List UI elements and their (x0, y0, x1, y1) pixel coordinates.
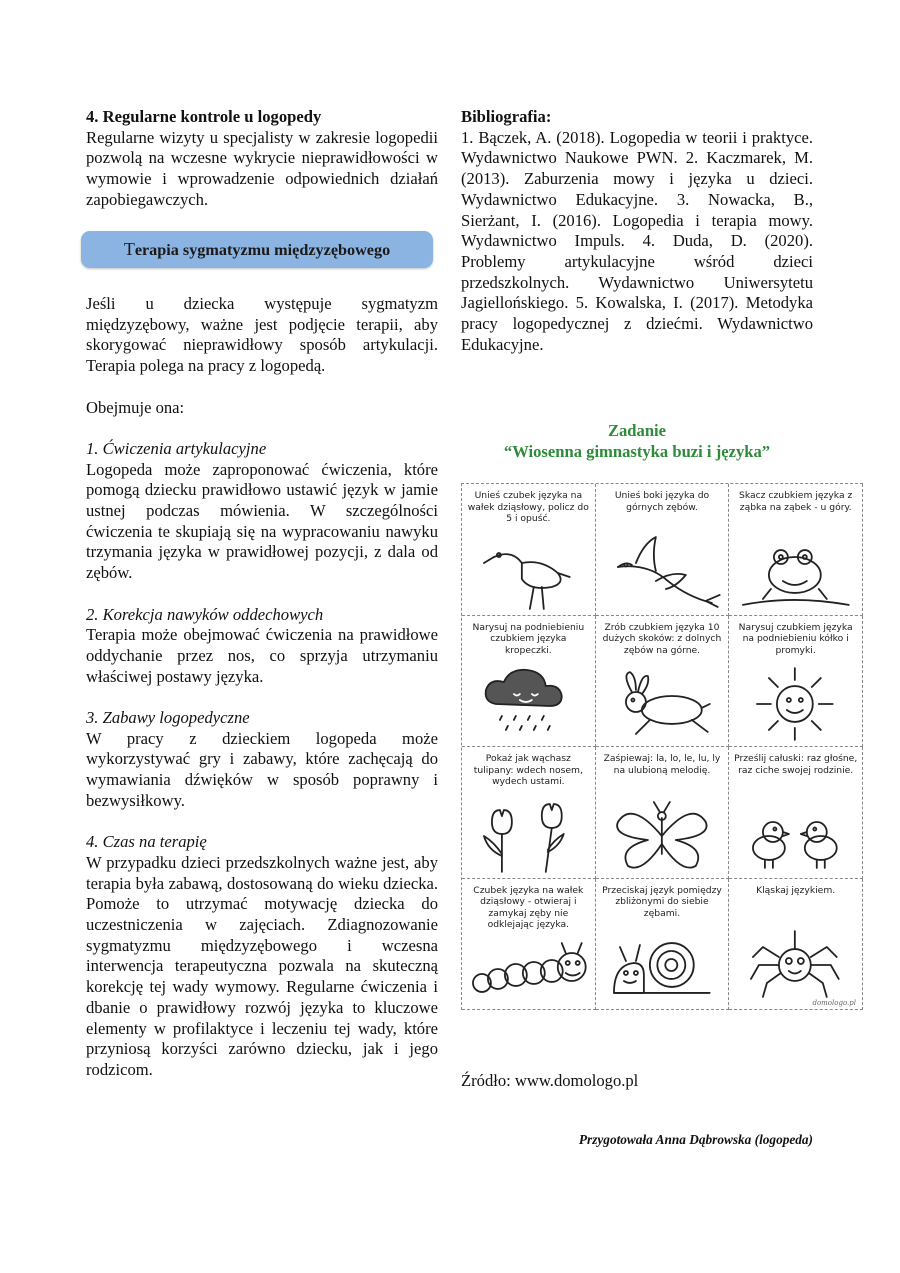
exercise-card (729, 879, 863, 1011)
intro-paragraph: Jeśli u dziecka występuje sygmatyzm międzyzębowy, ważne jest podjęcie terapii, aby skorygować nieprawidłowy sposób artykulacji. Terapia polega na pracy z logopedą. (86, 294, 438, 376)
bibliography-text: 1. Bączek, A. (2018). Logopedia w teorii i praktyce. Wydawnictwo Naukowe PWN. 2. Kaczmarek, M. (2013). Zaburzenia mowy i języka u dzieci. Wydawnictwo Edukacyjne. 3. Nowacka, B., Sierżant, I. (2016). Logopedia i terapia mowy. Wydawnictwo Impuls. 4. Duda, D. (2020). Problemy artykulacyjne wśród dzieci przedszkolnych. Wydawnictwo Uniwersytetu Jagiellońskiego. 5. Kowalska, I. (2017). Metodyka pracy logopedycznej z dziećmi. Wydawnictwo Edukacyjne. (461, 127, 813, 354)
author-note: Przygotowała Anna Dąbrowska (logopeda) (578, 1132, 813, 1147)
sun-icon (729, 664, 862, 742)
card-text: Narysuj na podniebieniu czubkiem języka kropeczki. (472, 621, 585, 656)
left-column-body (86, 294, 438, 1081)
watermark: domologo.pl (812, 999, 856, 1007)
card-text: Zrób czubkiem języka 10 dużych skoków: z dolnych zębów na górne. (602, 621, 722, 656)
spider-icon (729, 927, 862, 1005)
left-column-top (86, 107, 438, 211)
item-title: 3. Zabawy logopedyczne (86, 708, 250, 727)
bibliography (461, 107, 813, 355)
item-title: 4. Czas na terapię (86, 832, 207, 852)
exercise-card (462, 879, 596, 1011)
item-text: W przypadku dzieci przedszkolnych ważne jest, aby terapia była zabawą, dostosowaną do wieku dziecka. Pomoże to utrzymać motywację dziecka do uczestniczenia w zajęciach. Zdiagnozowanie sygmatyzmu międzyzębowego i wczesna interwencja terapeutyczna pozwala na skuteczną korekcję tej wady wymowy. Regularne ćwiczenia i dbanie o prawidłowy rozwój języka to kluczowe elementy w profilaktyce i leczeniu tej wady, które przyniosą korzyści zarówno dziecku, jak i jego rodzicom. (86, 852, 438, 1079)
swallow-icon (596, 533, 729, 611)
item-title: 2. Korekcja nawyków oddechowych (86, 604, 324, 624)
exercise-card (729, 484, 863, 616)
exercise-card (462, 616, 596, 748)
section-paragraph: Regularne wizyty u specjalisty w zakresie logopedii pozwolą na wczesne wykrycie nieprawidłowości w wymowie i wprowadzenie odpowiednich działań zapobiegawczych. (86, 127, 438, 209)
card-text: Unieś czubek języka na wałek dziąsłowy, policz do 5 i opuść. (467, 490, 589, 524)
exercise-card (596, 484, 730, 616)
exercise-card (596, 747, 730, 879)
card-text: Zaśpiewaj: la, lo, le, lu, ly na ulubioną melodię. (603, 753, 721, 776)
card-text: Przeciskaj język pomiędzy zbliżonymi do siebie zębami. (602, 884, 722, 919)
card-text: Pokaż jak wąchasz tulipany: wdech nosem, wydech ustami. (473, 753, 583, 787)
task-label: Zadanie (607, 421, 667, 440)
stork-icon (462, 533, 595, 611)
butterfly-icon (596, 796, 729, 874)
card-text: Czubek języka na wałek dziąsłowy - otwieraj i zamykaj zęby nie odklejając języka. (473, 884, 584, 930)
card-text: Unieś boki języka do górnych zębów. (614, 490, 710, 513)
includes-label: Obejmuje ona: (86, 397, 185, 417)
exercise-card (596, 616, 730, 748)
source-note: Źródło: www.domologo.pl (461, 1071, 639, 1090)
exercise-card (462, 747, 596, 879)
chicks-icon (729, 796, 862, 874)
item-text: Logopeda może zaproponować ćwiczenia, które pomogą dziecku prawidłowo ustawić język w jamie ustnej podczas mówienia. W szczególności ćwiczenia te skupiają się na wypracowaniu nawyku trzymania języka w prawidłowej pozycji, z dala od zębów. (86, 459, 438, 583)
banner-initial: T (123, 239, 135, 259)
frog-icon (729, 533, 862, 611)
bibliography-heading: Bibliografia: (461, 107, 552, 126)
exercise-card (462, 484, 596, 616)
exercise-card (729, 616, 863, 748)
section-banner (81, 231, 433, 268)
card-text: Kląskaj językiem. (756, 884, 836, 896)
banner-title: erapia sygmatyzmu międzyzębowego (134, 241, 391, 259)
item-title: 1. Ćwiczenia artykulacyjne (86, 438, 267, 458)
caterpillar-icon (462, 927, 595, 1005)
section-heading: 4. Regularne kontrole u logopedy (86, 107, 322, 126)
task-name: “Wiosenna gimnastyka buzi i języka” (503, 441, 771, 461)
card-text: Prześlij całuski: raz głośne, raz ciche swojej rodzinie. (734, 753, 858, 776)
tulips-icon (462, 796, 595, 874)
item-text: W pracy z dzieckiem logopeda może wykorzystywać gry i zabawy, które zachęcają do wymawiania dźwięków w sposób poprawny i bezwysiłkowy. (86, 728, 438, 810)
snail-icon (596, 927, 729, 1005)
rain-cloud-icon (462, 664, 595, 742)
card-text: Narysuj czubkiem języka na podniebieniu kółko i promyki. (738, 621, 853, 656)
rabbit-icon (596, 664, 729, 742)
exercise-card (596, 879, 730, 1011)
task-title (461, 421, 813, 462)
item-text: Terapia może obejmować ćwiczenia na prawidłowe oddychanie przez nos, co sprzyja utrzymaniu właściwej postawy języka. (86, 625, 438, 686)
card-text: Skacz czubkiem języka z ząbka na ząbek - u góry. (738, 490, 853, 513)
exercise-cards-grid (461, 483, 863, 1010)
exercise-card (729, 747, 863, 879)
